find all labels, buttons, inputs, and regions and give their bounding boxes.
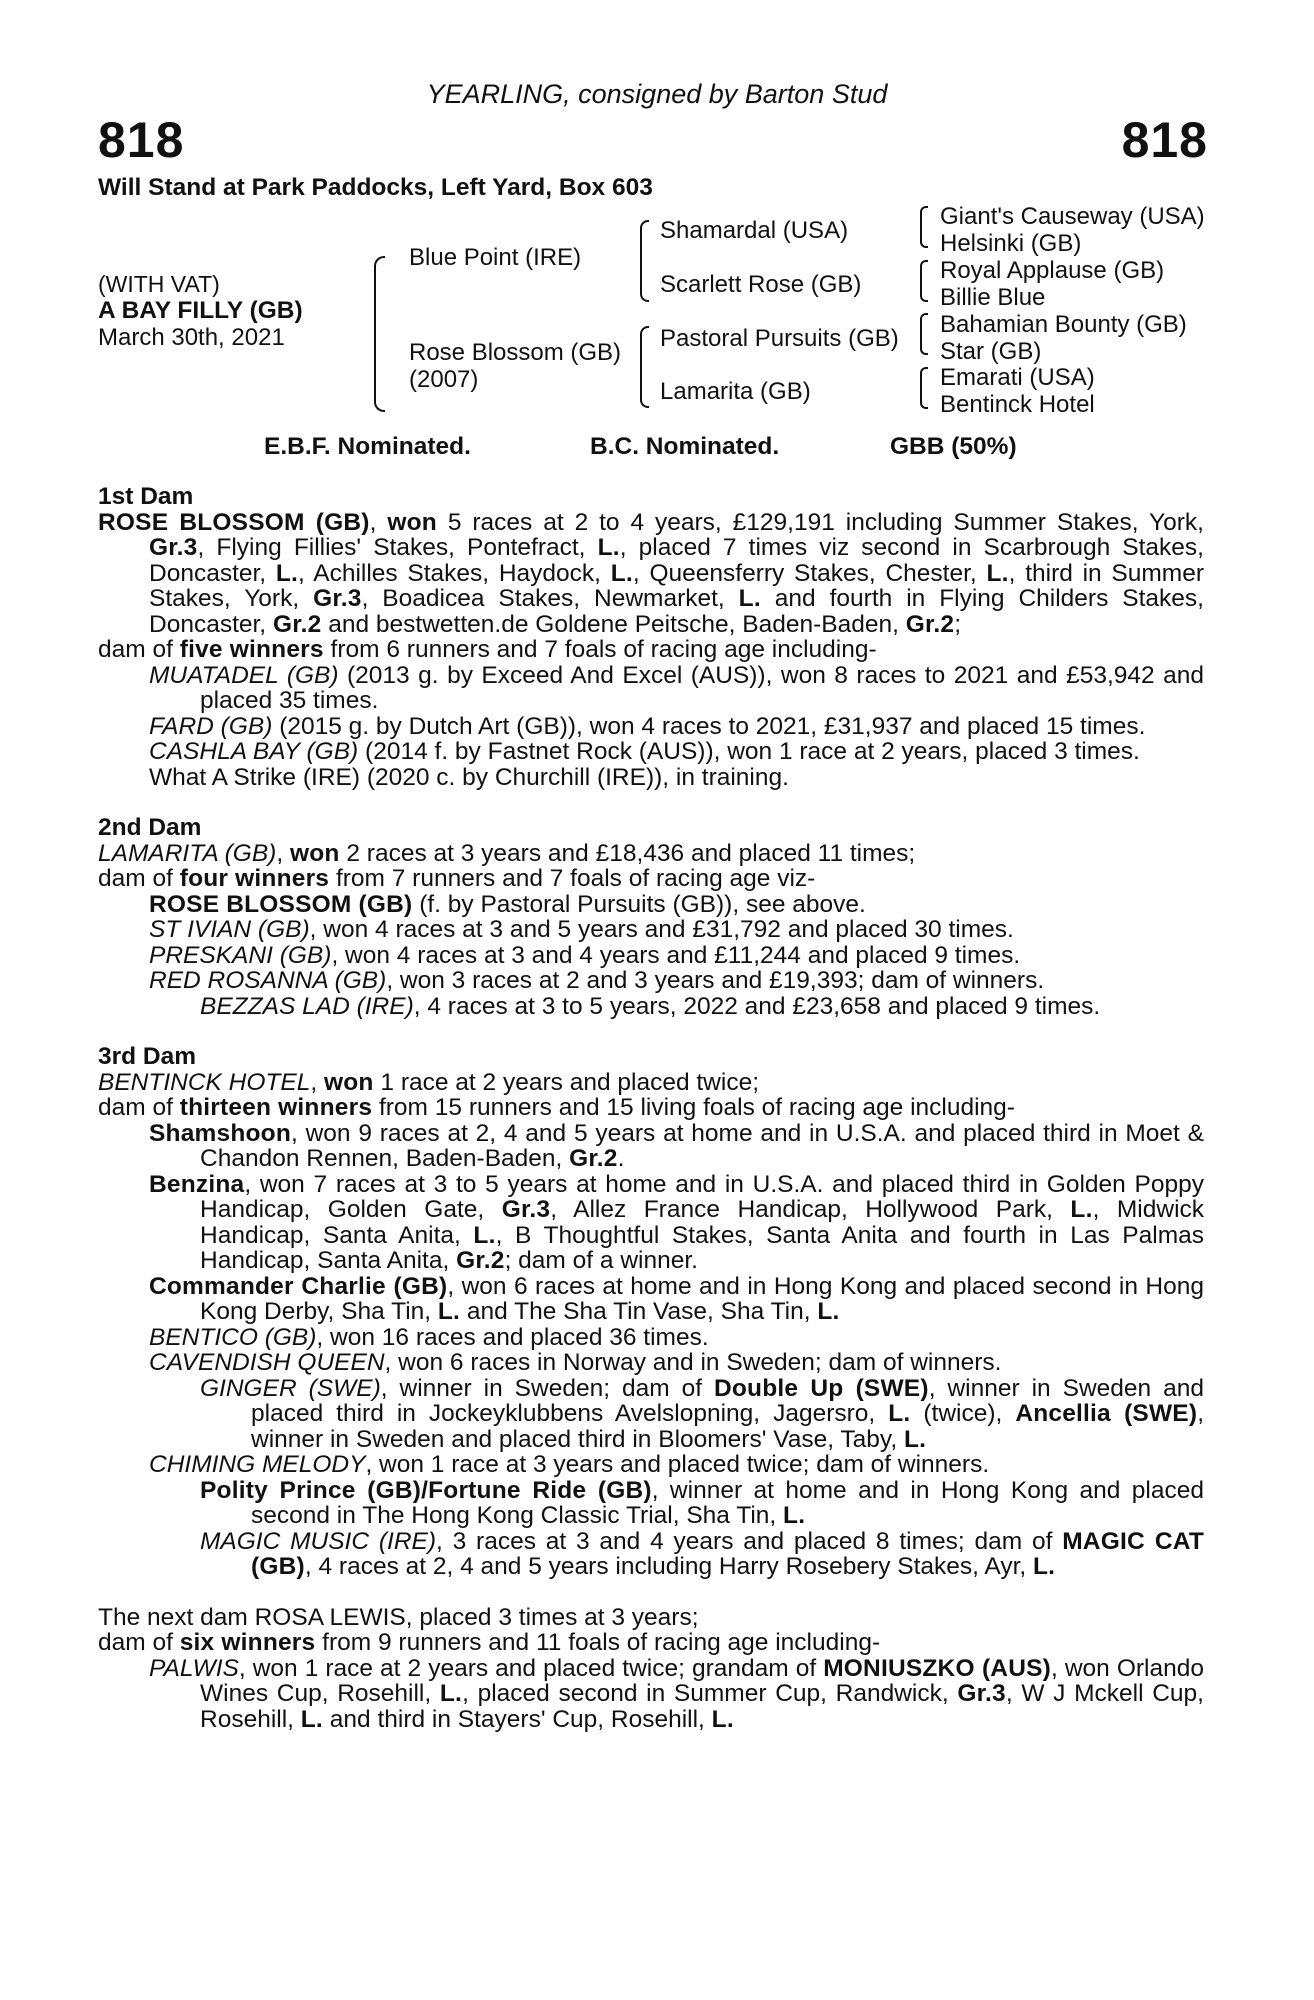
dam1-produce-item: CASHLA BAY (GB) (2014 f. by Fastnet Rock (AUS)), won 1 race at 2 years, placed 3 times. [149, 738, 1140, 765]
bc-nomination: B.C. Nominated. [590, 433, 780, 460]
pedigree-sire-dam: Scarlett Rose (GB) [660, 271, 862, 298]
section-heading-2nd-dam: 2nd Dam [98, 814, 202, 841]
pedigree-dam-year: (2007) [409, 366, 479, 393]
dam1-produce-item: MUATADEL (GB) (2013 g. by Exceed And Excel (AUS)), won 8 races to 2021 and £53,942 and placed 35 times. [149, 661, 1204, 714]
horse-name: A BAY FILLY (GB) [98, 297, 303, 324]
lot-number-left: 818 [98, 112, 185, 168]
pedigree-g6: Star (GB) [940, 338, 1042, 365]
pedigree-brace-g2 [920, 260, 928, 302]
pedigree-g4: Billie Blue [940, 284, 1046, 311]
dam3-produce-item: Shamshoon, won 9 races at 2, 4 and 5 years at home and in U.S.A. and placed third in Moet & Chandon Rennen, Baden-Baden, Gr.2. [149, 1119, 1204, 1172]
dam3-produce-item: Commander Charlie (GB), won 6 races at home and in Hong Kong and placed second in Hong Kong Derby, Sha Tin, L. and The Sha Tin Vase, Sha Tin, L. [149, 1272, 1204, 1325]
section-heading-3rd-dam: 3rd Dam [98, 1043, 197, 1070]
ebf-nomination: E.B.F. Nominated. [264, 433, 471, 460]
dam1-produce-summary: dam of five winners from 6 runners and 7 foals of racing age including- [98, 636, 877, 663]
dam2-produce-item: RED ROSANNA (GB), won 3 races at 2 and 3 years and £19,393; dam of winners. [149, 967, 1045, 994]
dam3-grandproduce-item: GINGER (SWE), winner in Sweden; dam of Double Up (SWE), winner in Sweden and placed third in Jockeyklubbens Avelslopning, Jagersro, L. (twice), Ancellia (SWE), winner in Sweden and placed third in Bloomers' Vase, Taby, L. [200, 1374, 1205, 1453]
dam1-produce-item: FARD (GB) (2015 g. by Dutch Art (GB)), won 4 races to 2021, £31,937 and placed 15 times. [149, 712, 1146, 740]
dam2-produce-item: ST IVIAN (GB), won 4 races at 3 and 5 years and £31,792 and placed 30 times. [149, 916, 1014, 943]
dam2-produce-item: ROSE BLOSSOM (GB) (f. by Pastoral Pursuits (GB)), see above. [149, 890, 866, 918]
consignment-line: YEARLING, consigned by Barton Stud [426, 79, 888, 109]
pedigree-g5: Bahamian Bounty (GB) [940, 311, 1187, 338]
pedigree-dam-dam: Lamarita (GB) [660, 378, 811, 405]
pedigree-brace-sire [640, 220, 649, 302]
pedigree-dam: Rose Blossom (GB) [409, 339, 622, 366]
stand-location: Will Stand at Park Paddocks, Left Yard, Box 603 [98, 174, 653, 201]
pedigree-brace-g3 [920, 313, 928, 355]
next-dam-produce-summary: dam of six winners from 9 runners and 11 foals of racing age including- [98, 1629, 881, 1656]
catalogue-body [98, 484, 1204, 1732]
pedigree-g7: Emarati (USA) [940, 364, 1095, 391]
dam3-produce-item: CHIMING MELODY, won 1 race at 3 years and placed twice; dam of winners. [149, 1451, 990, 1478]
pedigree-brace-main [374, 256, 385, 412]
pedigree-g8: Bentinck Hotel [940, 391, 1095, 418]
dam3-produce-item: BENTICO (GB), won 16 races and placed 36 times. [149, 1323, 709, 1351]
dam2-produce-item: PRESKANI (GB), won 4 races at 3 and 4 years and £11,244 and placed 9 times. [149, 941, 1021, 969]
dam3-record: BENTINCK HOTEL, won 1 race at 2 years and placed twice; [98, 1068, 760, 1096]
next-dam-record: The next dam ROSA LEWIS, placed 3 times at 3 years; [98, 1603, 699, 1631]
dam3-produce-summary: dam of thirteen winners from 15 runners and 15 living foals of racing age including- [98, 1094, 1015, 1121]
dam3-grandproduce-item: MAGIC MUSIC (IRE), 3 races at 3 and 4 years and placed 8 times; dam of MAGIC CAT (GB), 4 races at 2, 4 and 5 years including Harry Rosebery Stakes, Ayr, L. [200, 1527, 1204, 1580]
dam1-name: ROSE BLOSSOM (GB) [98, 508, 370, 536]
dam1-produce-item: What A Strike (IRE) (2020 c. by Churchill (IRE)), in training. [149, 763, 789, 791]
lot-number-right: 818 [1121, 112, 1208, 168]
foaling-date: March 30th, 2021 [98, 324, 285, 351]
section-heading-1st-dam: 1st Dam [98, 483, 194, 510]
dam2-grandproduce-item: BEZZAS LAD (IRE), 4 races at 3 to 5 years, 2022 and £23,658 and placed 9 times. [200, 992, 1101, 1020]
pedigree-g2: Helsinki (GB) [940, 230, 1082, 257]
pedigree-brace-g4 [920, 367, 928, 409]
pedigree-sire-sire: Shamardal (USA) [660, 217, 849, 244]
pedigree-brace-dam [640, 326, 649, 408]
pedigree-g1: Giant's Causeway (USA) [940, 203, 1205, 230]
pedigree-dam-sire: Pastoral Pursuits (GB) [660, 325, 899, 352]
dam2-produce-summary: dam of four winners from 7 runners and 7 foals of racing age viz- [98, 865, 816, 892]
dam3-produce-item: Benzina, won 7 races at 3 to 5 years at home and in U.S.A. and placed third in Golden Poppy Handicap, Golden Gate, Gr.3, Allez France Handicap, Hollywood Park, L., Midwick Handicap, Santa Anita, L., B Thoughtful Stakes, Santa Anita and fourth in Las Palmas Handicap, Santa Anita, Gr.2; dam of a winner. [149, 1170, 1205, 1274]
dam3-produce-item: CAVENDISH QUEEN, won 6 races in Norway and in Sweden; dam of winners. [149, 1349, 1002, 1376]
pedigree-sire: Blue Point (IRE) [409, 244, 582, 271]
pedigree-g3: Royal Applause (GB) [940, 257, 1165, 284]
gbb-nomination: GBB (50%) [890, 433, 1017, 460]
next-dam-produce-item: PALWIS, won 1 race at 2 years and placed twice; grandam of MONIUSZKO (AUS), won Orlando Wines Cup, Rosehill, L., placed second in Summer Cup, Randwick, Gr.3, W J Mckell Cup, Rosehill, L. and third in Stayers' Cup, Rosehill, L. [149, 1654, 1204, 1733]
vat-label: (WITH VAT) [98, 271, 220, 297]
dam1-record: ROSE BLOSSOM (GB), won 5 races at 2 to 4 years, £129,191 including Summer Stakes, York, Gr.3, Flying Fillies' Stakes, Pontefract, L., placed 7 times viz second in Scarbrough Stakes, Doncaster, L., Achilles Stakes, Haydock, L., Queensferry Stakes, Chester, L., third in Summer Stakes, York, Gr.3, Boadicea Stakes, Newmarket, L. and fourth in Flying Childers Stakes, Doncaster, Gr.2 and bestwetten.de Goldene Peitsche, Baden-Baden, Gr.2; [98, 508, 1204, 638]
dam3-grandproduce-item: Polity Prince (GB)/Fortune Ride (GB), winner at home and in Hong Kong and placed second in The Hong Kong Classic Trial, Sha Tin, L. [200, 1476, 1204, 1529]
pedigree-brace-g1 [920, 206, 928, 248]
dam2-record: LAMARITA (GB), won 2 races at 3 years and £18,436 and placed 11 times; [98, 839, 916, 867]
